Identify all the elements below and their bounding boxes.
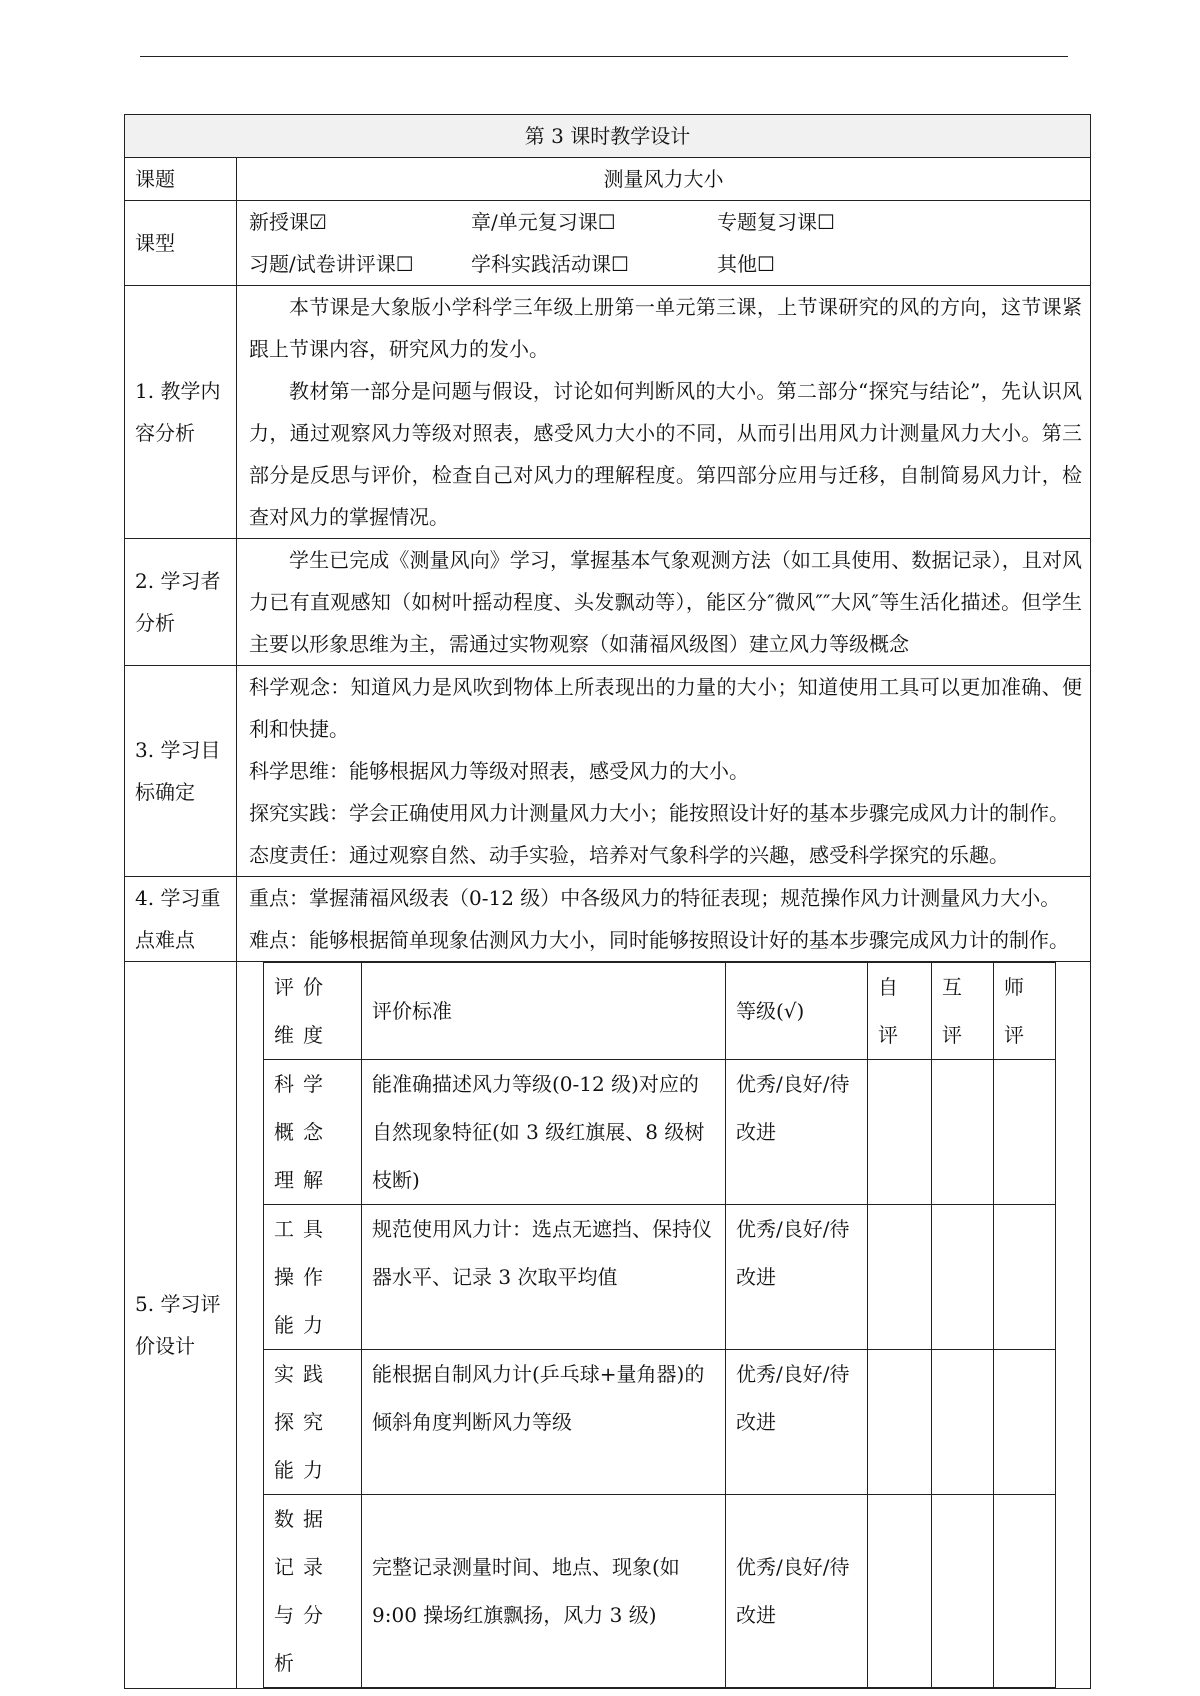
objective-item: 科学观念：知道风力是风吹到物体上所表现出的力量的大小；知道使用工具可以更加准确、便利和快捷。 [249, 675, 1083, 741]
peer-score-cell[interactable] [932, 1495, 994, 1688]
teacher-score-cell[interactable] [994, 1205, 1056, 1350]
learner-analysis-label: 2. 学习者分析 [125, 539, 237, 666]
objective-item: 科学思维：能够根据风力等级对照表，感受风力的大小。 [249, 759, 749, 783]
peer-score-cell[interactable] [932, 1060, 994, 1205]
table-row [264, 1205, 1056, 1350]
learner-analysis-paragraph: 学生已完成《测量风向》学习，掌握基本气象观测方法（如工具使用、数据记录），且对风力已有直观感知（如树叶摇动程度、头发飘动等），能区分″微风″″大风″等生活化描述。但学生主要以形象思维为主，需通过实物观察（如蒲福风级图）建立风力等级概念 [249, 548, 1083, 656]
teacher-score-cell[interactable] [994, 1060, 1056, 1205]
content-analysis-paragraph: 教材第一部分是问题与假设，讨论如何判断风的大小。第二部分“探究与结论”，先认识风力，通过观察风力等级对照表，感受风力大小的不同，从而引出用风力计测量风力大小。第三部分是反思与评价，检查自己对风力的理解程度。第四部分应用与迁移，自制简易风力计，检查对风力的掌握情况。 [249, 379, 1083, 529]
evaluation-label: 5. 学习评价设计 [125, 962, 237, 1689]
lesson-type-options [237, 201, 1091, 286]
key-points-text [237, 877, 1091, 962]
row-dimension: 科学概念理解 [264, 1060, 362, 1205]
self-score-cell[interactable] [868, 1205, 932, 1350]
evaluation-header-row [264, 963, 1056, 1060]
lesson-type-new: 新授课☑ [249, 210, 327, 234]
row-dimension: 数据记录与分析 [264, 1495, 362, 1688]
peer-score-cell[interactable] [932, 1350, 994, 1495]
header-grade: 等级(√) [726, 963, 868, 1060]
objectives-row [125, 666, 1091, 877]
row-grade: 优秀/良好/待改进 [726, 1205, 868, 1350]
lesson-type-topic-review: 专题复习课☐ [717, 210, 835, 234]
self-score-cell[interactable] [868, 1060, 932, 1205]
row-criteria: 能准确描述风力等级(0-12 级)对应的自然现象特征(如 3 级红旗展、8 级树枝断) [362, 1060, 726, 1205]
key-point-item: 重点：掌握蒲福风级表（0-12 级）中各级风力的特征表现；规范操作风力计测量风力大小。 [249, 886, 1061, 910]
header-dimension: 评价维度 [264, 963, 362, 1060]
row-criteria: 能根据自制风力计(乒乓球+量角器)的倾斜角度判断风力等级 [362, 1350, 726, 1495]
table-row [264, 1350, 1056, 1495]
topic-value: 测量风力大小 [237, 158, 1091, 201]
peer-score-cell[interactable] [932, 1205, 994, 1350]
content-analysis-label: 1. 教学内容分析 [125, 286, 237, 539]
lesson-type-other: 其他☐ [717, 252, 775, 276]
self-score-cell[interactable] [868, 1350, 932, 1495]
objective-item: 探究实践：学会正确使用风力计测量风力大小；能按照设计好的基本步骤完成风力计的制作。 [249, 801, 1069, 825]
header-criteria: 评价标准 [362, 963, 726, 1060]
self-score-cell[interactable] [868, 1495, 932, 1688]
objectives-text [237, 666, 1091, 877]
document-title: 第 3 课时教学设计 [125, 115, 1091, 158]
lesson-type-practice-activity: 学科实践活动课☐ [471, 252, 629, 276]
evaluation-row [125, 962, 1091, 1689]
header-peer: 互评 [932, 963, 994, 1060]
row-dimension: 实践探究能力 [264, 1350, 362, 1495]
header-self: 自评 [868, 963, 932, 1060]
content-analysis-text [237, 286, 1091, 539]
key-points-label: 4. 学习重点难点 [125, 877, 237, 962]
lesson-type-exercise-review: 习题/试卷讲评课☐ [249, 252, 414, 276]
content-analysis-paragraph: 本节课是大象版小学科学三年级上册第一单元第三课，上节课研究的风的方向，这节课紧跟上节课内容，研究风力的发小。 [249, 295, 1083, 361]
topic-label: 课题 [125, 158, 237, 201]
key-points-row [125, 877, 1091, 962]
row-dimension: 工具操作能力 [264, 1205, 362, 1350]
row-grade: 优秀/良好/待改进 [726, 1495, 868, 1688]
row-grade: 优秀/良好/待改进 [726, 1350, 868, 1495]
evaluation-table [263, 962, 1056, 1688]
learner-analysis-row [125, 539, 1091, 666]
key-point-item: 难点：能够根据简单现象估测风力大小，同时能够按照设计好的基本步骤完成风力计的制作。 [249, 928, 1069, 952]
row-grade: 优秀/良好/待改进 [726, 1060, 868, 1205]
objectives-label: 3. 学习目标确定 [125, 666, 237, 877]
lesson-type-row [125, 201, 1091, 286]
row-criteria: 规范使用风力计：选点无遮挡、保持仪器水平、记录 3 次取平均值 [362, 1205, 726, 1350]
lesson-type-unit-review: 章/单元复习课☐ [471, 210, 616, 234]
row-criteria: 完整记录测量时间、地点、现象(如 9:00 操场红旗飘扬，风力 3 级) [362, 1495, 726, 1688]
teacher-score-cell[interactable] [994, 1495, 1056, 1688]
table-row [264, 1060, 1056, 1205]
title-row [125, 115, 1091, 158]
table-row [264, 1495, 1056, 1688]
evaluation-cell [237, 962, 1091, 1689]
teacher-score-cell[interactable] [994, 1350, 1056, 1495]
content-analysis-row [125, 286, 1091, 539]
header-teacher: 师评 [994, 963, 1056, 1060]
learner-analysis-text [237, 539, 1091, 666]
topic-row [125, 158, 1091, 201]
header-rule [140, 56, 1068, 57]
objective-item: 态度责任：通过观察自然、动手实验，培养对气象科学的兴趣，感受科学探究的乐趣。 [249, 843, 1009, 867]
lesson-plan-table [124, 114, 1091, 1689]
lesson-type-label: 课型 [125, 201, 237, 286]
